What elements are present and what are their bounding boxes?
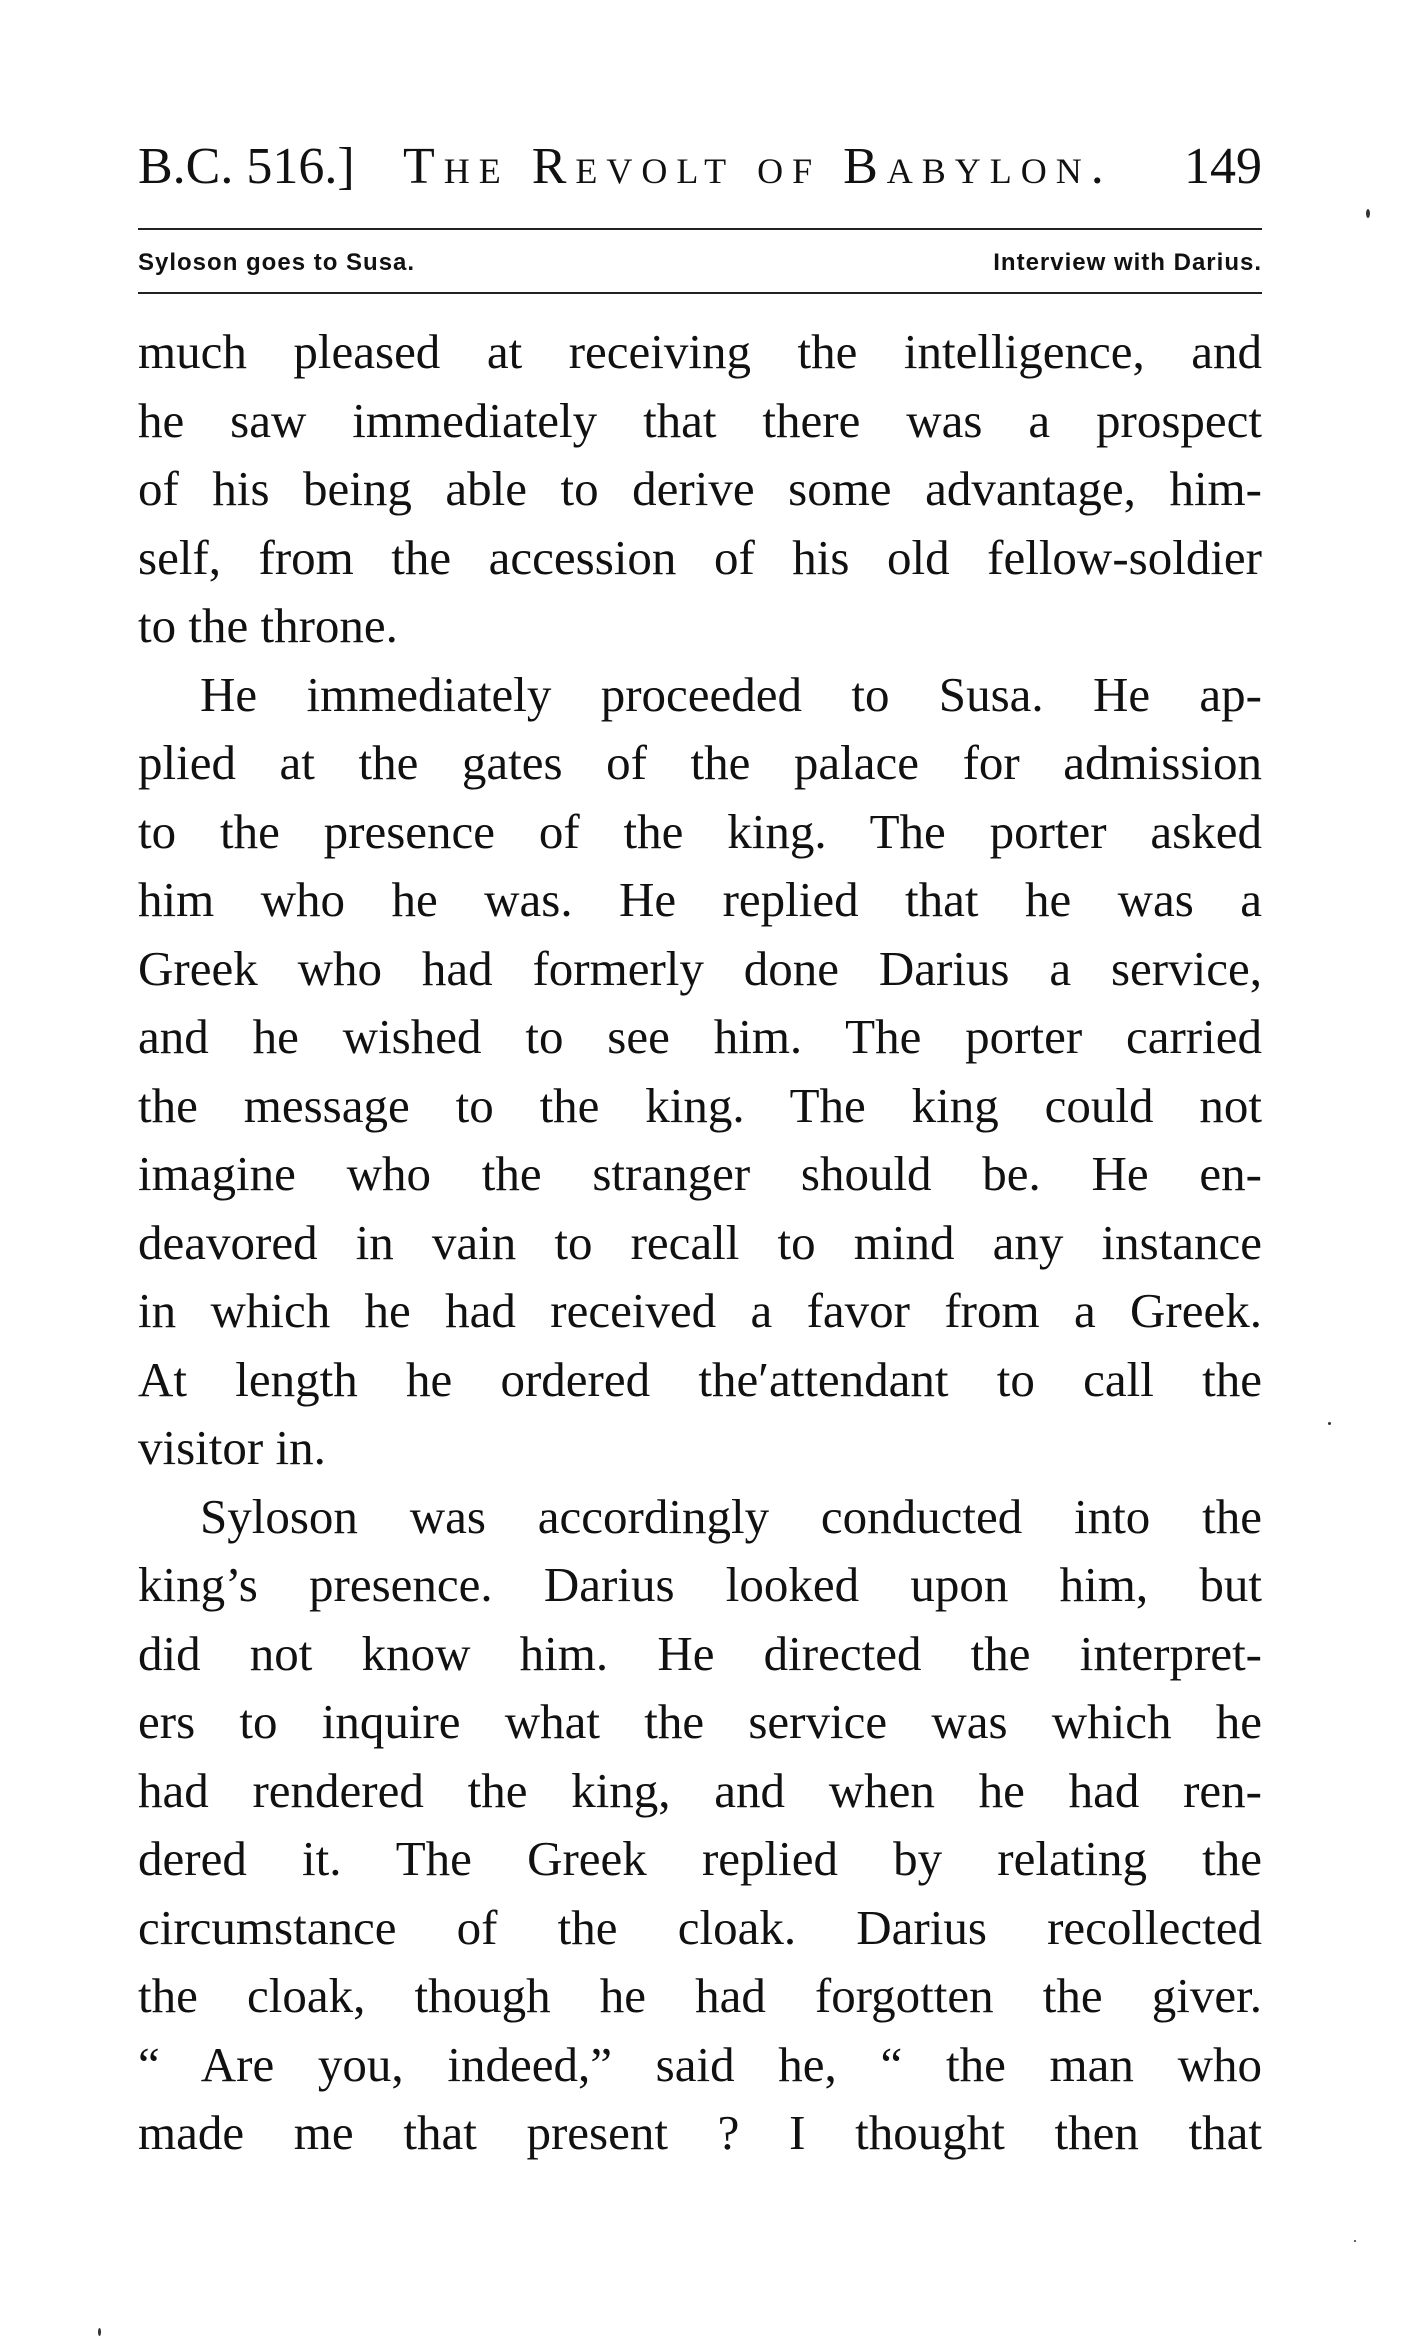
text-line: ers to inquire what the service was which he [138, 1694, 1262, 1749]
running-head-date: B.C. 516.] [138, 138, 355, 195]
speck [1328, 1422, 1331, 1425]
text-line: did not know him. He directed the interpret- [138, 1625, 1262, 1681]
running-head [138, 132, 1262, 202]
text-line: deavored in vain to recall to mind any instance [138, 1214, 1262, 1270]
text-line: to the throne. [138, 598, 398, 653]
text-line: circumstance of the cloak. Darius recollected [138, 1899, 1262, 1955]
text-line: He immediately proceeded to Susa. He ap- [200, 666, 1262, 722]
text-line: the cloak, though he had forgotten the giver. [138, 1968, 1262, 2023]
side-note-left: Syloson goes to Susa. [138, 249, 416, 276]
text-line: the message to the king. The king could not [138, 1077, 1262, 1133]
text-line: plied at the gates of the palace for admission [138, 735, 1262, 790]
text-line: to the presence of the king. The porter asked [138, 803, 1262, 859]
marginal-headings [138, 238, 1262, 288]
text-line: in which he had received a favor from a Greek. [138, 1283, 1262, 1338]
text-line: he saw immediately that there was a prospect [138, 392, 1262, 448]
header-rule-top [138, 228, 1262, 230]
text-line: him who he was. He replied that he was a [138, 872, 1262, 927]
text-line: king’s presence. Darius looked upon him, but [138, 1557, 1262, 1612]
text-line: Greek who had formerly done Darius a service, [138, 940, 1262, 996]
text-line: imagine who the stranger should be. He en- [138, 1146, 1262, 1201]
text-line: Syloson was accordingly conducted into the [200, 1488, 1262, 1544]
text-line: made me that present ? I thought then that [138, 2105, 1262, 2160]
running-head-title: The Revolt of Babylon. [403, 138, 1113, 195]
body-text [138, 318, 1262, 2168]
text-line: much pleased at receiving the intelligence, and [138, 324, 1262, 379]
text-line: had rendered the king, and when he had ren- [138, 1762, 1262, 1818]
text-line: of his being able to derive some advantage, him- [138, 461, 1262, 516]
text-line: self, from the accession of his old fellow-soldier [138, 529, 1262, 585]
text-line: At length he ordered the′attendant to call the [138, 1351, 1262, 1407]
header-rule-bottom [138, 292, 1262, 294]
text-line: and he wished to see him. The porter carried [138, 1009, 1262, 1064]
text-line: visitor in. [138, 1420, 326, 1475]
side-note-right: Interview with Darius. [993, 249, 1262, 276]
page-number: 149 [1184, 138, 1262, 195]
text-line: “ Are you, indeed,” said he, “ the man who [138, 2036, 1262, 2092]
speck [98, 2328, 101, 2336]
speck [1354, 2240, 1356, 2242]
speck [1366, 209, 1370, 218]
text-line: dered it. The Greek replied by relating the [138, 1831, 1262, 1886]
